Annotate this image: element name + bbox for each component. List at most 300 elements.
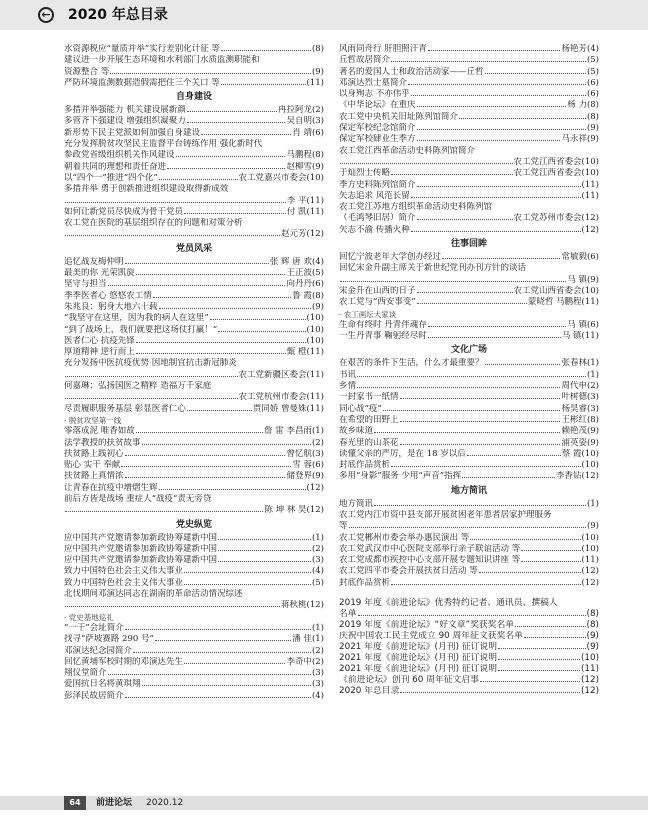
dot-leader xyxy=(65,202,286,203)
entry-title: 2019 年度《前进论坛》“好文章”奖获奖名单 xyxy=(339,620,515,631)
entry-issue: (3) xyxy=(311,555,324,566)
entry-author: 浦英姿 xyxy=(561,437,587,448)
dot-leader xyxy=(400,421,561,422)
entry-issue: (1) xyxy=(311,634,324,645)
toc-entry-line: 农工党内江市资中县支部开展贫困老年患者居家护理服务 xyxy=(339,509,552,520)
dot-leader xyxy=(218,561,311,562)
entry-issue: (3) xyxy=(311,448,324,459)
entry-issue: (10) xyxy=(581,532,599,543)
entry-issue: (10) xyxy=(306,172,324,183)
dot-leader xyxy=(184,584,311,585)
entry-issue: (9) xyxy=(586,426,599,437)
toc-entry-line: 前后方皆是战场 重症人“战疫”责无旁贷 xyxy=(64,493,212,504)
toc-entry[interactable] xyxy=(339,286,599,297)
entry-author: 马永祥 xyxy=(561,134,587,145)
toc-entry[interactable] xyxy=(64,566,324,577)
entry-issue: (11) xyxy=(581,190,599,201)
entry-title: 2021 年度《前进论坛》(月刊) 征订说明 xyxy=(339,664,498,675)
dot-leader xyxy=(400,444,561,445)
toc-entry[interactable] xyxy=(339,297,599,308)
toc-entry[interactable] xyxy=(64,105,324,116)
toc-entry[interactable] xyxy=(339,213,599,224)
toc-entry[interactable] xyxy=(64,600,324,611)
entry-title: 乡情 xyxy=(339,381,357,392)
entry-issue: (4) xyxy=(311,566,324,577)
entry-issue: (5) xyxy=(586,55,599,66)
entry-issue: (12) xyxy=(306,482,324,493)
dot-leader xyxy=(187,111,277,112)
entry-issue: (9) xyxy=(586,123,599,134)
notice-entry[interactable] xyxy=(339,631,599,642)
dot-leader xyxy=(357,387,560,388)
entry-issue: (10) xyxy=(581,448,599,459)
toc-entry[interactable] xyxy=(339,78,599,89)
entry-issue: (11) xyxy=(306,392,324,403)
entry-title: 邓演达纪念园简介 xyxy=(64,645,133,656)
entry-issue: (1) xyxy=(586,498,599,509)
dot-leader xyxy=(442,258,560,259)
entry-issue: (10) xyxy=(581,168,599,179)
dot-leader xyxy=(121,466,291,467)
toc-entry[interactable] xyxy=(64,313,324,324)
toc-entry[interactable] xyxy=(64,67,324,78)
entry-title: 封底作品赏析 xyxy=(339,460,391,471)
entry-title: 农工党成都市疾控中心支部开展专题知识讲座 等 xyxy=(339,555,521,566)
entry-issue: (6) xyxy=(586,252,599,263)
entry-title: 参政党省级组织机关作风建设 xyxy=(64,150,175,161)
entry-title: 翔仪堂简介 xyxy=(64,668,107,679)
page-title: 2020 年总目录 xyxy=(68,7,168,23)
dot-leader xyxy=(480,681,580,682)
dot-leader xyxy=(184,663,285,664)
toc-entry[interactable] xyxy=(64,44,324,55)
entry-title: 2021 年度《前进论坛》(月刊) 征订说明 xyxy=(339,642,498,653)
toc-entry[interactable] xyxy=(339,521,599,532)
dot-leader xyxy=(159,308,311,309)
toc-entry[interactable] xyxy=(64,544,324,555)
toc-entry[interactable] xyxy=(339,555,599,566)
toc-entry[interactable] xyxy=(339,404,599,415)
entry-title: 应中国共产党邀请参加新政协筹建新中国 xyxy=(64,555,218,566)
entry-title: 农工党中央机关旧址陈列馆简介 xyxy=(339,111,459,122)
entry-title: 庆祝中国农工民主党成立 90 周年征文获奖名单 xyxy=(339,631,523,642)
entry-author: 王正波 xyxy=(286,268,312,279)
toc-entry[interactable] xyxy=(339,578,599,589)
toc-entry[interactable] xyxy=(339,67,599,78)
toc-entry[interactable] xyxy=(339,191,599,202)
entry-issue: (6) xyxy=(311,279,324,290)
toc-entry[interactable] xyxy=(339,168,599,179)
entry-title: 等 xyxy=(339,521,348,532)
entry-title: 封底作品赏析 xyxy=(339,577,391,588)
dot-leader xyxy=(184,213,286,214)
dot-leader xyxy=(125,455,286,456)
toc-entry[interactable] xyxy=(339,392,599,403)
toc-entry[interactable] xyxy=(339,460,599,471)
notice-entry[interactable] xyxy=(339,653,599,664)
dot-leader xyxy=(65,376,238,377)
toc-entry[interactable] xyxy=(64,426,324,437)
entry-author: 曾忆航 xyxy=(286,448,312,459)
entry-title: 读懂父亲的严厉，是在 18 岁以后 xyxy=(339,448,466,459)
entry-issue: (9) xyxy=(311,301,324,312)
dot-leader xyxy=(136,274,286,275)
entry-author: 农工党江西省委会 xyxy=(513,168,582,179)
toc-entry[interactable] xyxy=(64,128,324,139)
entry-issue: (5) xyxy=(311,268,324,279)
dot-leader xyxy=(65,511,263,512)
entry-title: 致力中国特色社会主义伟大事业 xyxy=(64,577,184,588)
toc-entry[interactable] xyxy=(339,89,599,100)
entry-issue: (11) xyxy=(581,297,599,308)
toc-right-column xyxy=(339,44,599,697)
entry-title: 农工党郴州市委会举办惠民演出 等 xyxy=(339,532,470,543)
entry-title: 尽责履职服务基层 彰显医者仁心 xyxy=(64,403,186,414)
toc-entry[interactable] xyxy=(64,471,324,482)
entry-issue: (9) xyxy=(586,274,599,285)
entry-title: 水资源税应“量质并举”实行差别化计征 等 xyxy=(64,44,220,54)
entry-author: 向丹丹 xyxy=(286,279,312,290)
entry-author: 张春林 xyxy=(561,358,587,369)
toc-entry[interactable] xyxy=(64,578,324,589)
toc-entry-line: 充分发扬中医抗疫优势 因地制宜抗击新冠肺炎 xyxy=(64,358,237,369)
entry-issue: (12) xyxy=(581,577,599,588)
toc-entry[interactable] xyxy=(64,657,324,668)
entry-title: 矢志不渝 传播火种 xyxy=(339,224,410,235)
dot-leader xyxy=(428,50,561,51)
toc-entry[interactable] xyxy=(64,302,324,313)
entry-issue: (10) xyxy=(581,543,599,554)
entry-title: 回忆黄埔军校时期的邓演达先生 xyxy=(64,656,184,667)
entry-author: 贾同娇 曾曼姝 xyxy=(252,403,307,414)
entry-issue: (4) xyxy=(311,256,324,267)
dot-leader xyxy=(136,342,306,343)
toc-entry[interactable] xyxy=(339,381,599,392)
entry-title: 邓演达烈士墓简介 xyxy=(339,77,408,88)
notice-entry[interactable] xyxy=(339,675,599,686)
entry-author: 农工党杭州市委会 xyxy=(238,392,307,403)
entry-issue: (5) xyxy=(311,577,324,588)
section-heading: 往事回眸 xyxy=(450,239,487,250)
toc-entry-line: 充分发挥脱贫攻坚民主监督平台铸练作用 强化新时代 xyxy=(64,139,263,150)
dot-leader xyxy=(417,140,561,141)
dot-leader xyxy=(159,489,306,490)
entry-title: 多措并举强能力 机关建设展新颜 xyxy=(64,105,186,116)
notice-entry[interactable] xyxy=(339,642,599,653)
entry-author: 马鹏程 xyxy=(286,150,312,161)
dot-leader xyxy=(142,444,311,445)
entry-title: 季方史料陈列馆简介 xyxy=(339,179,416,190)
entry-issue: (8) xyxy=(586,100,599,111)
dot-leader xyxy=(521,550,580,551)
entry-issue: (10) xyxy=(581,460,599,471)
dot-leader xyxy=(221,50,311,51)
entry-title: 生命有终时 丹青伴魂存 xyxy=(339,319,427,330)
dot-leader xyxy=(417,129,586,130)
toc-entry[interactable] xyxy=(64,483,324,494)
dot-leader xyxy=(374,505,586,506)
entry-issue: (9) xyxy=(586,642,599,653)
toc-entry[interactable] xyxy=(64,646,324,657)
entry-author: 甄 橙 xyxy=(286,347,307,358)
toc-entry-line: 何嘉琳：弘扬国医之精粹 造福万千家庭 xyxy=(64,381,212,392)
dot-leader xyxy=(391,174,513,175)
toc-entry[interactable] xyxy=(339,123,599,134)
toc-entry[interactable] xyxy=(64,279,324,290)
toc-entry[interactable] xyxy=(64,438,324,449)
entry-issue: (11) xyxy=(306,369,324,380)
entry-author: 马 镇 xyxy=(561,331,582,342)
toc-entry[interactable] xyxy=(64,116,324,127)
toc-entry[interactable] xyxy=(64,679,324,690)
subsection-label: · 脱贫攻坚第一线 xyxy=(64,415,122,425)
toc-entry[interactable] xyxy=(64,150,324,161)
entry-title: 严防环境监测数据造假需把住三个关口 等 xyxy=(64,77,220,88)
entry-author: 蒋秋桃 xyxy=(281,600,307,611)
entry-title: 资源整合 等 xyxy=(64,66,110,77)
dot-leader xyxy=(459,118,586,119)
toc-entry[interactable] xyxy=(339,320,599,331)
toc-entry[interactable] xyxy=(64,392,324,403)
entry-issue: (2) xyxy=(586,381,599,392)
toc-entry[interactable] xyxy=(339,180,599,191)
toc-entry[interactable] xyxy=(64,336,324,347)
entry-issue: (12) xyxy=(580,686,599,697)
entry-issue: (2) xyxy=(311,645,324,656)
dot-leader xyxy=(125,697,311,698)
dot-leader xyxy=(65,398,238,399)
dot-leader xyxy=(340,163,513,164)
toc-entry[interactable] xyxy=(64,634,324,645)
entry-issue: (10) xyxy=(306,324,324,335)
entry-title: 法学教授的扶贫故事 xyxy=(64,437,141,448)
toc-entry[interactable] xyxy=(64,449,324,460)
entry-title: 宋金升在山西的日子 xyxy=(339,285,416,296)
dot-leader xyxy=(136,353,286,354)
entry-issue: (9) xyxy=(586,437,599,448)
toc-entry[interactable] xyxy=(339,134,599,145)
section-heading: 地方简讯 xyxy=(450,485,487,496)
entry-title: 朱兆良：躬身大地六十载 xyxy=(64,301,158,312)
toc-entry[interactable] xyxy=(339,499,599,510)
entry-title: 著名的爱国人士和政治活动家——丘哲 xyxy=(339,66,484,77)
entry-issue: (9) xyxy=(586,134,599,145)
entry-issue: (11) xyxy=(581,331,599,342)
entry-author: 潘 佳 xyxy=(292,634,312,645)
toc-entry[interactable] xyxy=(64,533,324,544)
toc-entry[interactable] xyxy=(339,275,599,286)
toc-entry[interactable] xyxy=(339,331,599,342)
entry-title: 扶贫路上践初心 xyxy=(64,448,124,459)
dot-leader xyxy=(218,539,311,540)
toc-entry[interactable] xyxy=(339,566,599,577)
dot-leader xyxy=(417,303,527,304)
entry-author: 李奇中 xyxy=(286,656,312,667)
dot-leader xyxy=(153,297,292,298)
dot-leader xyxy=(221,84,306,85)
toc-entry[interactable] xyxy=(64,196,324,207)
notice-entry[interactable] xyxy=(339,664,599,675)
toc-entry[interactable] xyxy=(339,533,599,544)
toc-entry[interactable] xyxy=(339,252,599,263)
toc-entry[interactable] xyxy=(339,471,599,482)
entry-author: 冉拉阿龙 xyxy=(277,105,312,116)
dot-leader xyxy=(133,652,311,653)
dot-leader xyxy=(125,629,311,630)
dot-leader xyxy=(411,197,581,198)
dot-leader xyxy=(408,84,586,85)
entry-title: 书讯 xyxy=(339,369,357,380)
dot-leader xyxy=(428,337,561,338)
entry-title: 零落成泥 唯香如故 xyxy=(64,426,135,437)
entry-author: 周代申 xyxy=(561,381,587,392)
toc-entry[interactable] xyxy=(64,347,324,358)
issue-date: 2020.12 xyxy=(146,798,184,808)
dot-leader xyxy=(417,186,581,187)
dot-leader xyxy=(201,134,291,135)
entry-issue: (3) xyxy=(311,679,324,690)
toc-entry[interactable] xyxy=(64,78,324,89)
dot-leader xyxy=(108,285,286,286)
toc-entry[interactable] xyxy=(339,426,599,437)
entry-title: 最美的你 光荣凯旋 xyxy=(64,268,135,279)
toc-entry[interactable] xyxy=(64,207,324,218)
entry-title: （毛鸿琴旧居）简介 xyxy=(339,213,416,224)
entry-title: “一干”会址简介 xyxy=(64,622,124,633)
entry-issue: (3) xyxy=(586,403,599,414)
entry-issue: (8) xyxy=(586,609,599,620)
toc-entry[interactable] xyxy=(339,449,599,460)
entry-title: 保定军校纪念馆简介 xyxy=(339,123,416,134)
toc-entry[interactable] xyxy=(64,668,324,679)
entry-issue: (12) xyxy=(581,213,599,224)
entry-issue: (8) xyxy=(586,414,599,425)
entry-issue: (1) xyxy=(311,426,324,437)
entry-issue: (10) xyxy=(581,285,599,296)
toc-entry[interactable] xyxy=(64,555,324,566)
entry-issue: (11) xyxy=(580,664,599,675)
notice-entry[interactable] xyxy=(339,609,599,620)
entry-author: 杨 力 xyxy=(567,100,587,111)
toc-entry[interactable] xyxy=(339,358,599,369)
toc-entry[interactable] xyxy=(64,173,324,184)
entry-title: 彭泽民故居简介 xyxy=(64,690,124,701)
dot-leader xyxy=(411,231,581,232)
entry-author: 农工党新疆区委会 xyxy=(238,369,307,380)
toc-entry[interactable] xyxy=(339,370,599,381)
toc-entry[interactable] xyxy=(64,505,324,516)
entry-issue: (11) xyxy=(306,77,324,88)
entry-author: 储登界 xyxy=(286,471,312,482)
toc-entry[interactable] xyxy=(64,460,324,471)
toc-entry[interactable] xyxy=(64,370,324,381)
entry-title: 应中国共产党邀请参加新政协筹建新中国 xyxy=(64,532,218,543)
toc-entry[interactable] xyxy=(64,291,324,302)
dot-leader xyxy=(218,550,311,551)
subsection-label: · 党史基地巡礼 xyxy=(64,612,114,622)
notice-entry[interactable] xyxy=(339,686,599,697)
entry-title: 名单 xyxy=(339,609,357,620)
entry-title: 新形势下民主党派如何加强自身建设 xyxy=(64,127,201,138)
section-heading: 文化广场 xyxy=(450,345,487,356)
toc-entry[interactable] xyxy=(339,44,599,55)
entry-title: 在希望的田野上 xyxy=(339,414,399,425)
entry-issue: (8) xyxy=(311,290,324,301)
entry-author: 赵元芳 xyxy=(281,229,307,240)
entry-title: 农工党与“西安事变” xyxy=(339,297,416,308)
toc-entry-line: 北伐期间邓演达同志在湖南的革命活动情况综述 xyxy=(64,589,243,600)
entry-author: 陈 坤 林 昊 xyxy=(264,505,307,516)
toc-entry[interactable] xyxy=(64,162,324,173)
dot-leader xyxy=(374,432,560,433)
entry-issue: (12) xyxy=(306,600,324,611)
toc-entry[interactable] xyxy=(339,438,599,449)
entry-title: 如何让新党员尽快成为骨干党员 xyxy=(64,206,184,217)
toc-entry[interactable] xyxy=(339,415,599,426)
entry-issue: (8) xyxy=(311,44,324,54)
entry-title: 致力中国特色社会主义伟大事业 xyxy=(64,566,184,577)
entry-issue: (3) xyxy=(311,116,324,127)
entry-issue: (8) xyxy=(586,111,599,122)
dot-leader xyxy=(479,572,581,573)
entry-issue: (11) xyxy=(306,403,324,414)
notice-entry[interactable] xyxy=(339,620,599,631)
dot-leader xyxy=(524,637,586,638)
toc-entry[interactable] xyxy=(339,544,599,555)
toc-entry[interactable] xyxy=(64,404,324,415)
entry-issue: (10) xyxy=(580,653,599,664)
entry-issue: (11) xyxy=(581,555,599,566)
entry-author: 常敏毅 xyxy=(561,252,587,263)
entry-title: 坚守与担当 xyxy=(64,279,107,290)
toc-entry[interactable] xyxy=(64,229,324,240)
entry-title: 风雨同舟行 肝胆照汗青 xyxy=(339,44,427,54)
toc-entry[interactable] xyxy=(64,268,324,279)
toc-entry[interactable] xyxy=(339,112,599,123)
entry-title: 农工党武汉市中心医院支部举行亲子联谊活动 等 xyxy=(339,543,521,554)
notice-entry-line: 2019 年度《前进论坛》优秀特约记者、通讯员、撰稿人 xyxy=(339,598,558,609)
entry-issue: (12) xyxy=(581,566,599,577)
dot-leader xyxy=(167,168,285,169)
entry-author: 詹 雷 李昌雨 xyxy=(264,426,312,437)
toc-entry[interactable] xyxy=(339,100,599,111)
toc-entry[interactable] xyxy=(339,157,599,168)
entry-author: 农工党山西省委会 xyxy=(513,285,582,296)
toc-entry[interactable] xyxy=(339,225,599,236)
entry-issue: (2) xyxy=(311,437,324,448)
entry-issue: (9) xyxy=(311,471,324,482)
toc-entry[interactable] xyxy=(339,55,599,66)
toc-entry[interactable] xyxy=(64,623,324,634)
entry-title: 医者仁心 抗疫先锋 xyxy=(64,335,135,346)
toc-entry[interactable] xyxy=(64,691,324,702)
entry-title: 回忆宁波老年大学创办经过 xyxy=(339,252,442,263)
entry-issue: (4) xyxy=(311,690,324,701)
toc-entry[interactable] xyxy=(64,325,324,336)
toc-entry[interactable] xyxy=(64,257,324,268)
entry-issue: (9) xyxy=(311,161,324,172)
dot-leader xyxy=(159,179,238,180)
entry-issue: (8) xyxy=(586,620,599,631)
entry-author: 马 镇 xyxy=(567,319,587,330)
dot-leader xyxy=(498,670,580,671)
entry-title: 地方简讯 xyxy=(339,498,374,509)
entry-author: 付 凯 xyxy=(286,206,307,217)
dot-leader xyxy=(417,292,513,293)
entry-author: 鲁 霞 xyxy=(292,290,312,301)
entry-issue: (1) xyxy=(311,622,324,633)
entry-title: 厚道精神 逆行而上 xyxy=(64,347,135,358)
